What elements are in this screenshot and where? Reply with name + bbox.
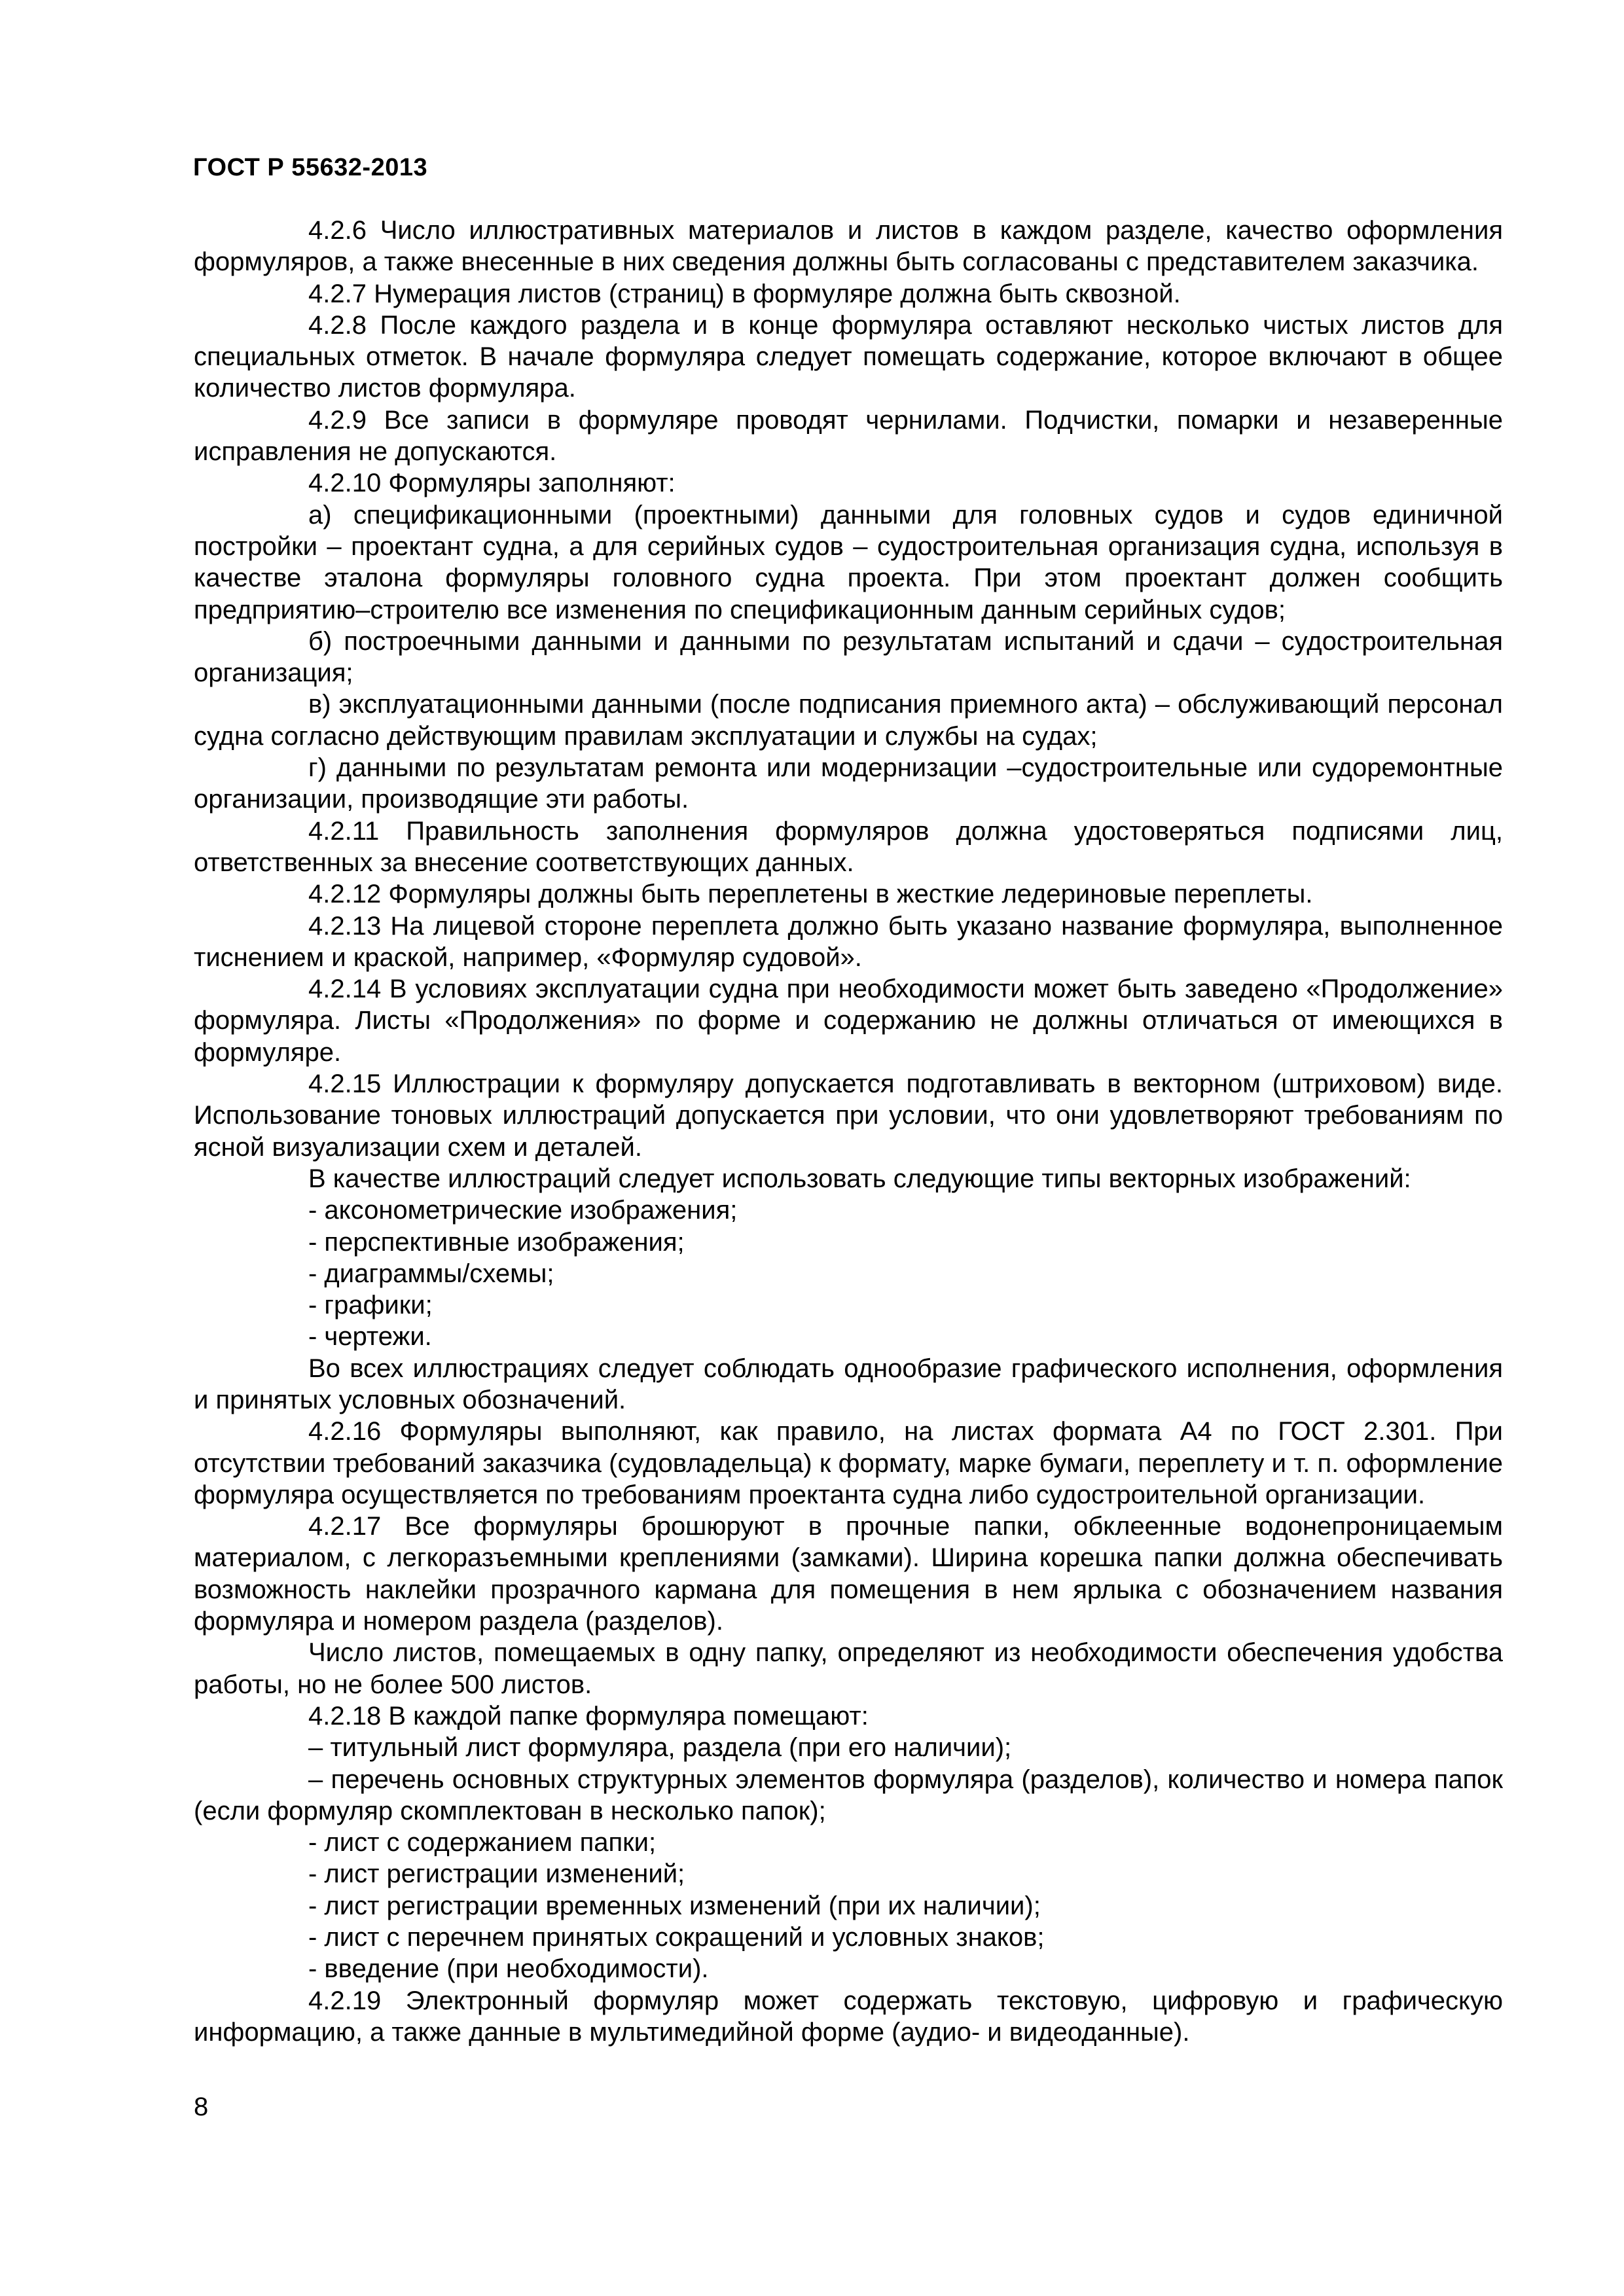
list-item: - введение (при необходимости). — [308, 1954, 709, 1984]
paragraph: – титульный лист формуляра, раздела (при его наличии); — [308, 1733, 1012, 1763]
paragraph: г) данными по результатам ремонта или модернизации –судостроительные или судоремонтные организации, производящие эти работы. — [194, 753, 1503, 814]
paragraph: в) эксплуатационными данными (после подписания приемного акта) – обслуживающий персонал судна согласно действующим правилам эксплуатации и службы на судах; — [194, 690, 1503, 751]
list-item: - чертежи. — [308, 1322, 432, 1352]
list-item: - лист с перечнем принятых сокращений и условных знаков; — [308, 1923, 1045, 1952]
paragraph: Во всех иллюстрациях следует соблюдать однообразие графического исполнения, оформления и принятых условных обозначений. — [194, 1354, 1503, 1414]
paragraph: 4.2.18 В каждой папке формуляра помещают: — [308, 1701, 869, 1731]
paragraph: а) спецификационными (проектными) данными для головных судов и судов единичной постройки – проектант судна, а для серийных судов – судостроительная организация судна, используя в качестве эталона формуляры головного судна проекта. При этом проектант должен сообщить предприятию–строителю все изменения по спецификационным данным серийных судов; — [194, 500, 1503, 624]
paragraph: 4.2.11 Правильность заполнения формуляров должна удостоверяться подписями лиц, ответственных за внесение соответствующих данных. — [194, 816, 1503, 877]
paragraph: 4.2.19 Электронный формуляр может содержать текстовую, цифровую и графическую информацию, а также данные в мультимедийной форме (аудио- и видеоданные). — [194, 1986, 1503, 2047]
list-item: - лист с содержанием папки; — [308, 1828, 657, 1857]
paragraph: 4.2.13 На лицевой стороне переплета должно быть указано название формуляра, выполненное тиснением и краской, например, «Формуляр судовой». — [194, 911, 1503, 972]
page-number: 8 — [194, 2092, 209, 2121]
paragraph: 4.2.14 В условиях эксплуатации судна при необходимости может быть заведено «Продолжение» формуляра. Листы «Продолжения» по форме и содержанию не должны отличаться от имеющихся в формуляре. — [194, 975, 1503, 1067]
paragraph: 4.2.15 Иллюстрации к формуляру допускается подготавливать в векторном (штриховом) виде. Использование тоновых иллюстраций допускается при условии, что они удовлетворяют требованиям по ясной визуализации схем и деталей. — [194, 1069, 1503, 1162]
paragraph: 4.2.16 Формуляры выполняют, как правило, на листах формата А4 по ГОСТ 2.301. При отсутствии требований заказчика (судовладельца) к формату, марке бумаги, переплету и т. п. оформление формуляра осуществляется по требованиям проектанта судна либо судостроительной организации. — [194, 1417, 1503, 1509]
paragraph: 4.2.7 Нумерация листов (страниц) в формуляре должна быть сквозной. — [308, 279, 1181, 308]
list-item: - лист регистрации изменений; — [308, 1859, 685, 1889]
standard-designation: ГОСТ Р 55632-2013 — [193, 154, 428, 181]
paragraph: 4.2.8 После каждого раздела и в конце формуляра оставляют несколько чистых листов для специальных отметок. В начале формуляра следует помещать содержание, которое включают в общее количество листов формуляра. — [194, 310, 1503, 403]
list-item: - графики; — [308, 1291, 433, 1320]
list-item: - аксонометрические изображения; — [308, 1196, 738, 1225]
paragraph: В качестве иллюстраций следует использовать следующие типы векторных изображений: — [308, 1164, 1411, 1193]
paragraph: – перечень основных структурных элементов формуляра (разделов), количество и номера папок (если формуляр скомплектован в несколько папок); — [194, 1765, 1503, 1825]
list-item: - лист регистрации временных изменений (при их наличии); — [308, 1891, 1041, 1920]
list-item: - перспективные изображения; — [308, 1227, 685, 1257]
paragraph: 4.2.12 Формуляры должны быть переплетены в жесткие ледериновые переплеты. — [308, 880, 1313, 909]
paragraph: б) построечными данными и данными по результатам испытаний и сдачи – судостроительная организация; — [194, 626, 1503, 688]
paragraph: 4.2.17 Все формуляры брошюруют в прочные папки, обклеенные водонепроницаемым материалом, с легкоразъемными креплениями (замками). Ширина корешка папки должна обеспечивать возможность наклейки прозрачного кармана для помещения в нем ярлыка с обозначением названия формуляра и номером раздела (разделов). — [194, 1512, 1503, 1636]
paragraph: Число листов, помещаемых в одну папку, определяют из необходимости обеспечения удобства работы, но не более 500 листов. — [194, 1638, 1503, 1699]
document-body — [194, 215, 1503, 2048]
list-item: - диаграммы/схемы; — [308, 1259, 554, 1288]
paragraph: 4.2.9 Все записи в формуляре проводят чернилами. Подчистки, помарки и незаверенные исправления не допускаются. — [194, 405, 1503, 467]
paragraph: 4.2.6 Число иллюстративных материалов и листов в каждом разделе, качество оформления формуляров, а также внесенные в них сведения должны быть согласованы с представителем заказчика. — [194, 216, 1503, 277]
paragraph: 4.2.10 Формуляры заполняют: — [308, 469, 676, 498]
